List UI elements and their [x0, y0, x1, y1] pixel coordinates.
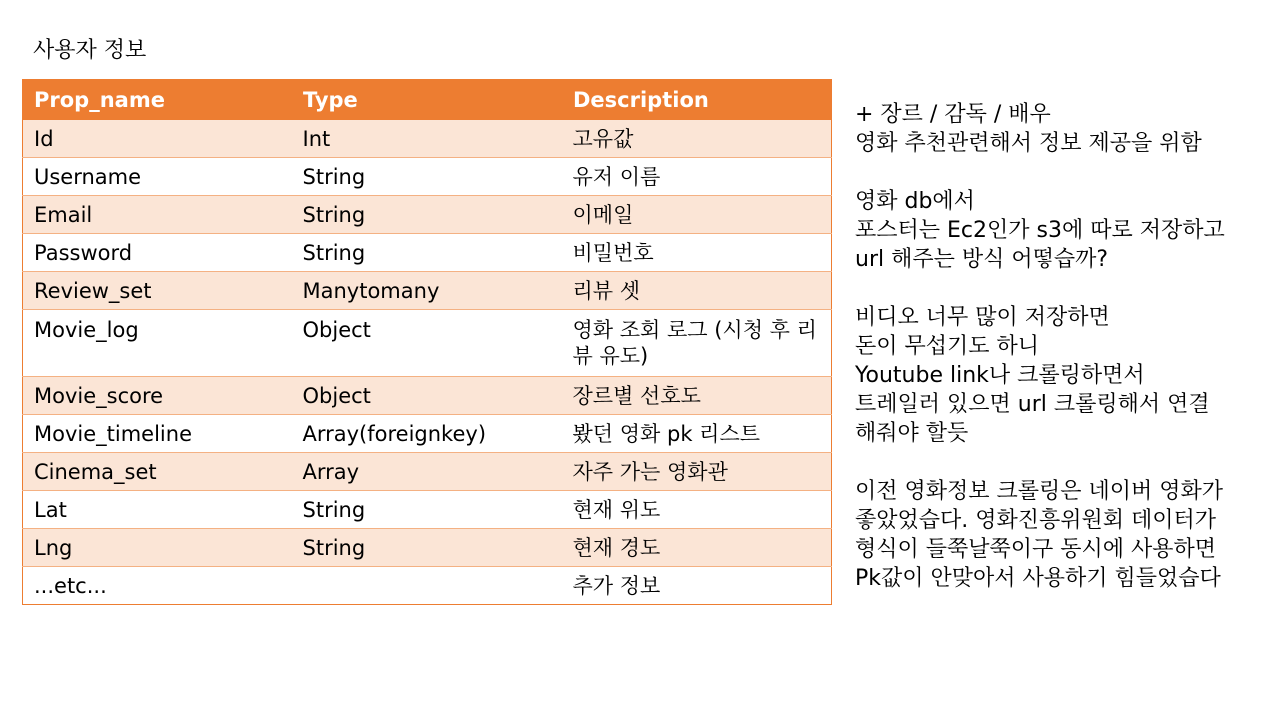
slide-title: 사용자 정보	[33, 38, 147, 63]
cell-type: String	[292, 491, 562, 529]
cell-description: 자주 가는 영화관	[562, 453, 832, 491]
note-line: 이전 영화정보 크롤링은 네이버 영화가	[855, 479, 1224, 504]
cell-description: 추가 정보	[562, 567, 832, 605]
note-line: 영화 추천관련해서 정보 제공을 위함	[855, 131, 1202, 156]
table-row	[23, 415, 832, 453]
note-paragraph	[855, 477, 1275, 593]
properties-table	[22, 79, 832, 605]
notes-panel	[855, 100, 1275, 622]
cell-prop-name: Movie_log	[23, 310, 292, 377]
cell-type: Int	[292, 120, 562, 158]
cell-type	[292, 567, 562, 605]
cell-description: 현재 위도	[562, 491, 832, 529]
cell-description: 비밀번호	[562, 234, 832, 272]
table-row	[23, 491, 832, 529]
cell-description: 영화 조회 로그 (시청 후 리뷰 유도)	[562, 310, 832, 377]
note-line: 해줘야 할듯	[855, 421, 969, 446]
table-row	[23, 272, 832, 310]
cell-prop-name: Movie_timeline	[23, 415, 292, 453]
table-row	[23, 234, 832, 272]
note-line: 포스터는 Ec2인가 s3에 따로 저장하고	[855, 218, 1225, 243]
cell-type: String	[292, 158, 562, 196]
header-description: Description	[562, 80, 832, 120]
cell-description: 봤던 영화 pk 리스트	[562, 415, 832, 453]
table-header-row	[23, 80, 832, 120]
cell-prop-name: Cinema_set	[23, 453, 292, 491]
cell-description: 이메일	[562, 196, 832, 234]
table-row	[23, 377, 832, 415]
note-line: 비디오 너무 많이 저장하면	[855, 305, 1110, 330]
cell-description: 유저 이름	[562, 158, 832, 196]
cell-description: 고유값	[562, 120, 832, 158]
cell-type: String	[292, 196, 562, 234]
note-line: + 장르 / 감독 / 배우	[855, 102, 1051, 127]
cell-type: Object	[292, 377, 562, 415]
cell-prop-name: ...etc...	[23, 567, 292, 605]
cell-type: Array(foreignkey)	[292, 415, 562, 453]
cell-prop-name: Email	[23, 196, 292, 234]
cell-prop-name: Lng	[23, 529, 292, 567]
table-row	[23, 453, 832, 491]
note-line: 트레일러 있으면 url 크롤링해서 연결	[855, 392, 1210, 417]
table-row	[23, 196, 832, 234]
table-row	[23, 158, 832, 196]
note-line: Youtube link나 크롤링하면서	[855, 363, 1145, 388]
note-line: 돈이 무섭기도 하니	[855, 334, 1040, 359]
cell-prop-name: Username	[23, 158, 292, 196]
cell-prop-name: Id	[23, 120, 292, 158]
note-paragraph	[855, 100, 1275, 158]
cell-prop-name: Lat	[23, 491, 292, 529]
table-row	[23, 120, 832, 158]
cell-description: 리뷰 셋	[562, 272, 832, 310]
note-line: url 해주는 방식 어떻습까?	[855, 247, 1109, 272]
cell-description: 장르별 선호도	[562, 377, 832, 415]
note-paragraph	[855, 303, 1275, 448]
note-line: 좋았었습다. 영화진흥위원회 데이터가	[855, 508, 1217, 533]
note-paragraph	[855, 187, 1275, 274]
header-prop-name: Prop_name	[23, 80, 292, 120]
cell-type: String	[292, 529, 562, 567]
cell-type: String	[292, 234, 562, 272]
table-row	[23, 567, 832, 605]
cell-description: 현재 경도	[562, 529, 832, 567]
cell-type: Object	[292, 310, 562, 377]
note-line: 형식이 들쭉날쭉이구 동시에 사용하면	[855, 537, 1217, 562]
table-row	[23, 310, 832, 377]
cell-type: Manytomany	[292, 272, 562, 310]
note-line: Pk값이 안맞아서 사용하기 힘들었습다	[855, 566, 1221, 591]
header-type: Type	[292, 80, 562, 120]
cell-prop-name: Review_set	[23, 272, 292, 310]
cell-prop-name: Password	[23, 234, 292, 272]
cell-type: Array	[292, 453, 562, 491]
table-row	[23, 529, 832, 567]
note-line: 영화 db에서	[855, 189, 975, 214]
cell-prop-name: Movie_score	[23, 377, 292, 415]
